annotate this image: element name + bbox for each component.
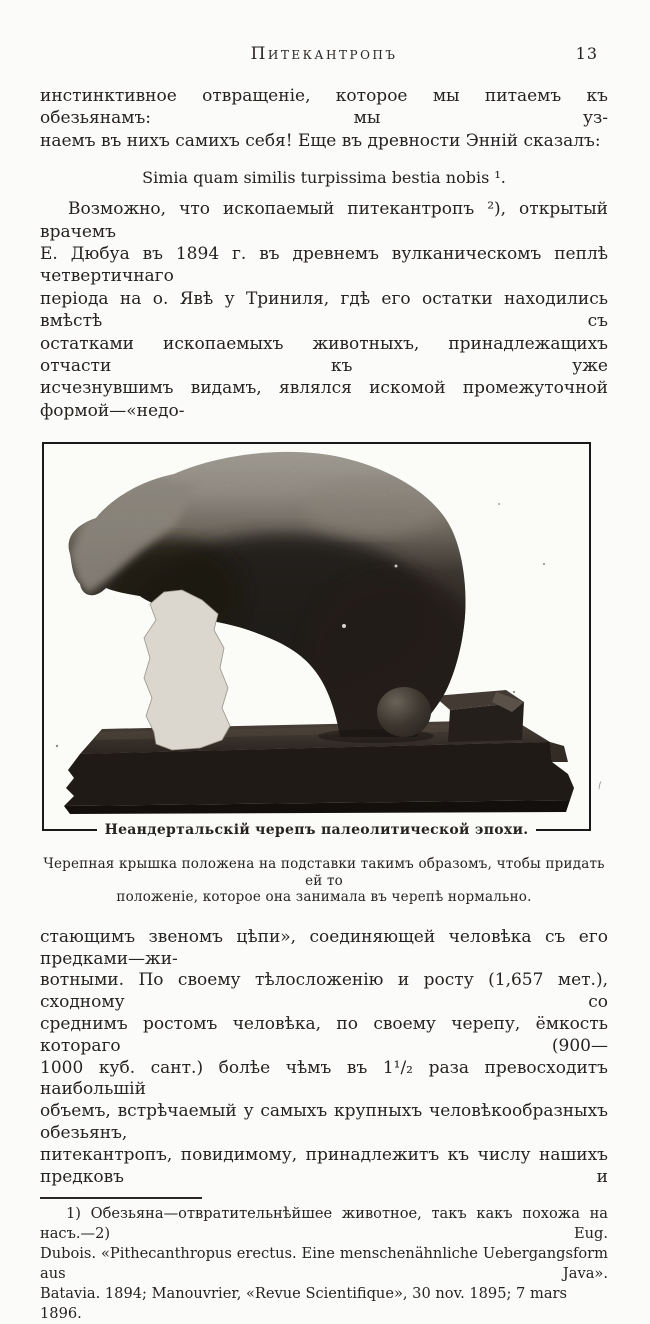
text-line: 1000 куб. сант.) болѣе чѣмъ въ 1¹/₂ раза превосходитъ наибольшій — [40, 1057, 608, 1100]
latin-quote: Simia quam similis turpissima bestia nobis ¹. — [142, 168, 506, 188]
figure-caption: Неандертальскій черепъ палеолитической эпохи. — [104, 822, 529, 839]
subcaption-line: положеніе, которое она занимала въ черепѣ нормально. — [116, 889, 532, 906]
knob-shape — [377, 687, 431, 737]
paragraph-intro — [40, 85, 608, 152]
text-line: Е. Дюбуа въ 1894 г. въ древнемъ вулканическомъ пеплѣ четвертичнаго — [40, 244, 608, 287]
plaster-support-shape — [144, 590, 230, 750]
figure — [42, 442, 591, 839]
text-line: остатками ископаемыхъ животныхъ, принадлежащихъ отчасти къ уже — [40, 333, 608, 377]
skull-photo — [44, 444, 589, 830]
text-line: Возможно, что ископаемый питекантропъ ²), открытый врачемъ — [40, 199, 608, 242]
footnote-rule — [40, 1197, 202, 1199]
body-text — [40, 85, 608, 1324]
footnote — [40, 1204, 608, 1324]
text-line: вотными. По своему тѣлосложенію и росту (1,657 мет.), сходному со — [40, 970, 608, 1013]
text-line: періода на о. Явѣ у Триниля, гдѣ его остатки находились вмѣстѣ съ — [40, 288, 608, 332]
text-line: объемъ, встрѣчаемый у самыхъ крупныхъ человѣкообразныхъ обезьянъ, — [40, 1101, 608, 1143]
text-line: наемъ въ нихъ самихъ себя! Еще въ древности Энній сказалъ: — [40, 130, 601, 151]
figure-subcaption — [40, 856, 608, 906]
page-header — [40, 44, 608, 64]
figure-frame — [42, 442, 591, 830]
text-line: стающимъ звеномъ цѣпи», соединяющей человѣка съ его предками—жи- — [40, 926, 608, 969]
scan-artifact-mark — [598, 781, 604, 791]
text-line: исчезнувшимъ видамъ, являлся искомой промежуточной формой—«недо- — [40, 378, 608, 421]
footnote-line: 1) Обезьяна—отвратительнѣйшее животное, такъ какъ похожа на насъ.—2) Eug. — [40, 1205, 608, 1243]
text-line: инстинктивное отвращеніе, которое мы питаемъ къ обезьянамъ: мы уз- — [40, 86, 608, 129]
text-line: среднимъ ростомъ человѣка, по своему черепу, ёмкость котораго (900— — [40, 1013, 608, 1056]
text-line: питекантропъ, повидимому, принадлежитъ къ числу нашихъ предковъ и — [40, 1144, 608, 1187]
footnote-line: Batavia. 1894; Manouvrier, «Revue Scientifique», 30 nov. 1895; 7 mars 1896. — [40, 1285, 567, 1323]
paragraph-description — [40, 927, 608, 1189]
paragraph-discovery — [40, 198, 608, 422]
subcaption-line: Черепная крышка положена на подставки такимъ образомъ, чтобы придать ей то — [43, 856, 605, 889]
page-number: 13 — [575, 44, 598, 63]
frame-border-segment-right — [536, 829, 591, 831]
footnote-line: Dubois. «Pithecanthropus erectus. Eine menschenähnliche Uebergangsform aus Java». — [40, 1245, 608, 1283]
frame-border-segment-left — [42, 829, 97, 831]
page-title: Питекантропъ — [250, 44, 398, 64]
figure-caption-row — [42, 821, 591, 839]
